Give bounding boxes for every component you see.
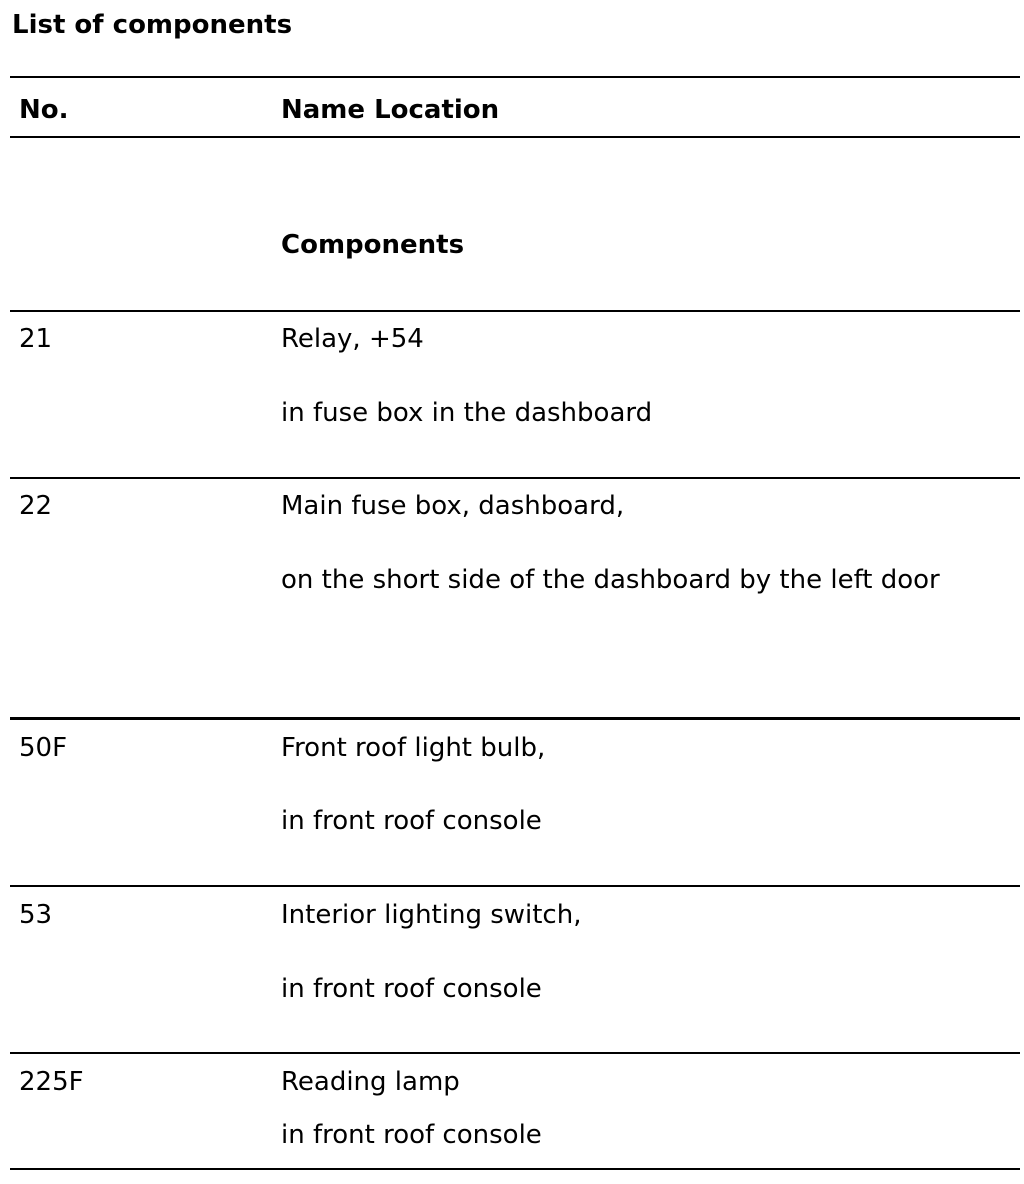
- row-location: in fuse box in the dashboard: [281, 398, 653, 428]
- row-number: 21: [19, 324, 53, 354]
- row-divider: [10, 310, 1020, 312]
- row-location: in front roof console: [281, 1120, 542, 1150]
- row-name: Main fuse box, dashboard,: [281, 491, 625, 521]
- header-bottom-rule: [10, 136, 1020, 138]
- table-bottom-rule: [10, 1168, 1020, 1170]
- row-location: in front roof console: [281, 974, 542, 1004]
- row-divider: [10, 717, 1020, 720]
- section-heading: Components: [281, 230, 465, 260]
- table-top-rule: [10, 76, 1020, 78]
- row-name: Reading lamp: [281, 1067, 460, 1097]
- row-number: 225F: [19, 1067, 84, 1097]
- row-name: Relay, +54: [281, 324, 424, 354]
- row-number: 22: [19, 491, 53, 521]
- header-no: No.: [19, 95, 69, 125]
- header-name-location: Name Location: [281, 95, 500, 125]
- document-title: List of components: [12, 10, 293, 40]
- row-number: 50F: [19, 733, 68, 763]
- row-divider: [10, 885, 1020, 887]
- row-location: on the short side of the dashboard by the left door: [281, 565, 940, 595]
- row-name: Front roof light bulb,: [281, 733, 546, 763]
- row-location: in front roof console: [281, 806, 542, 836]
- row-number: 53: [19, 900, 53, 930]
- row-divider: [10, 1052, 1020, 1054]
- row-divider: [10, 477, 1020, 479]
- row-name: Interior lighting switch,: [281, 900, 582, 930]
